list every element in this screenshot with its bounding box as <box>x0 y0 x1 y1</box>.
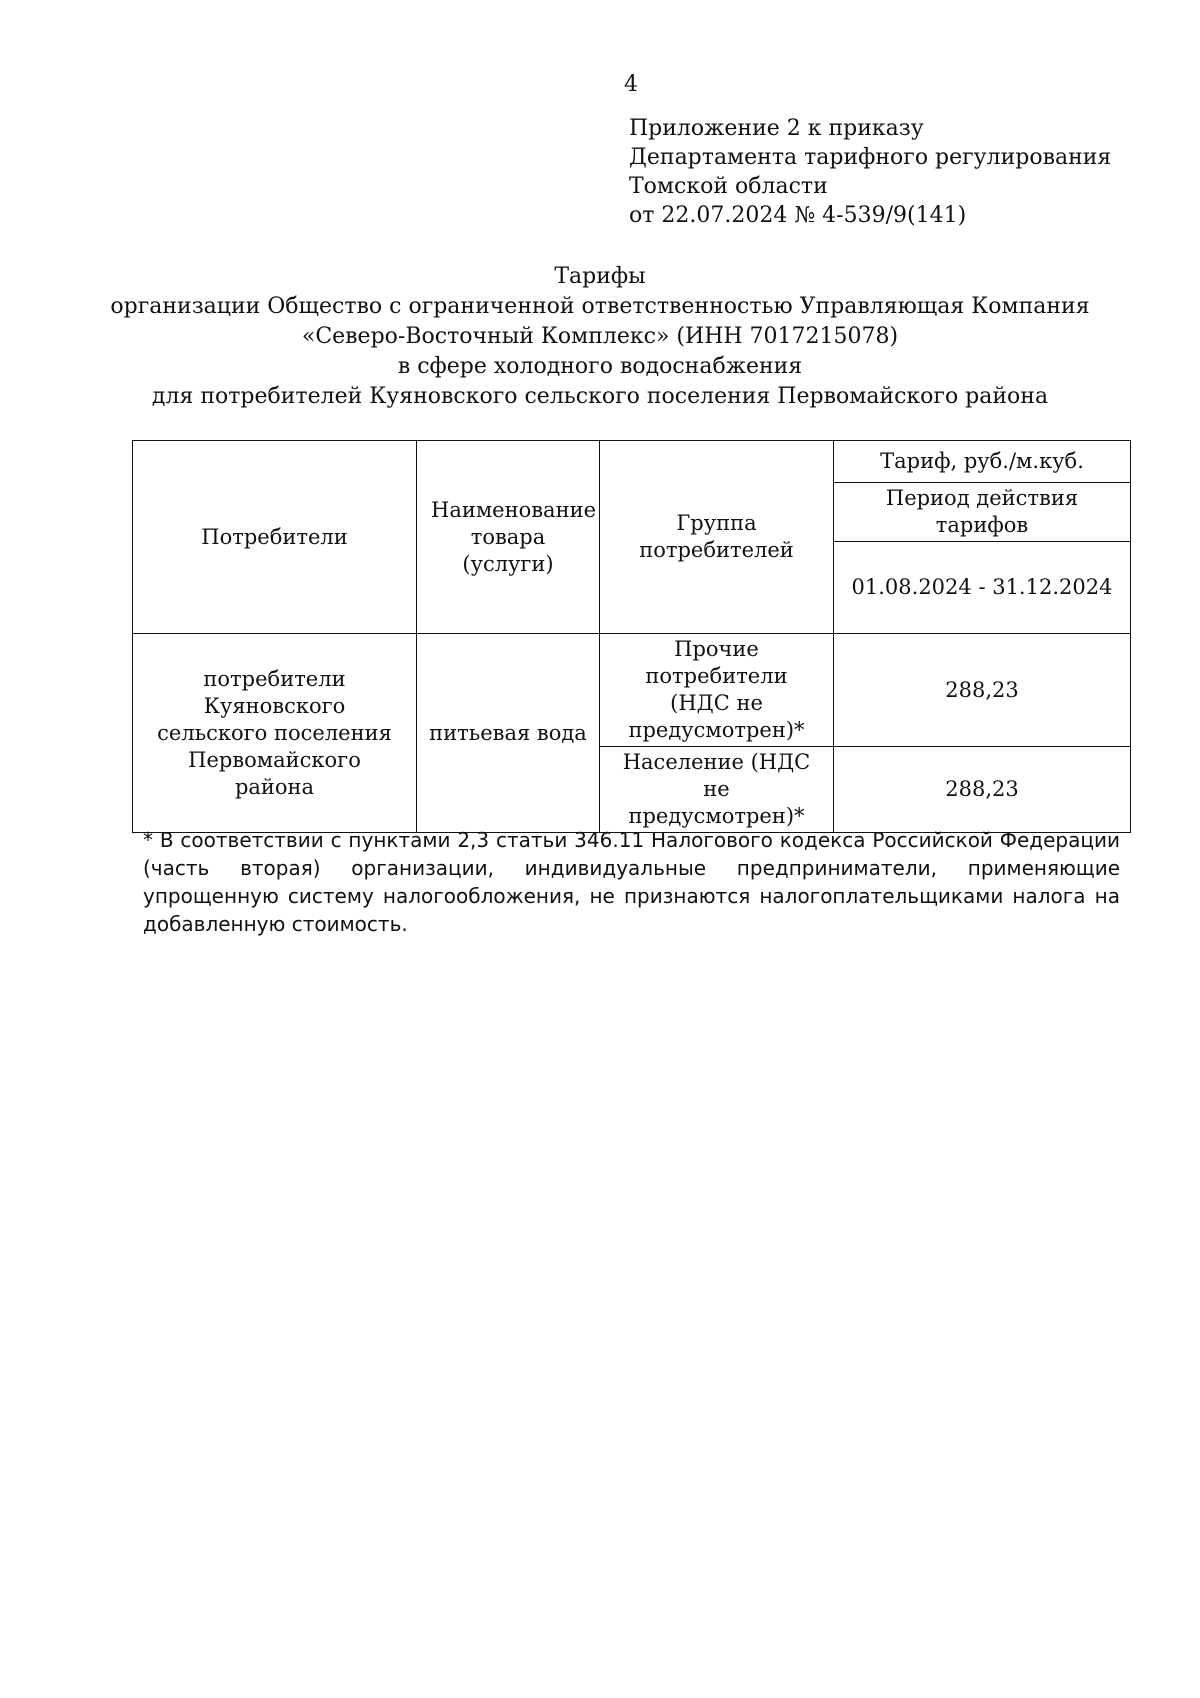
table-row <box>133 634 1131 747</box>
header-product: Наименование товара (услуги) <box>417 441 600 634</box>
footnote: * В соответствии с пунктами 2,3 статьи 346.11 Налогового кодекса Российской Федерации (часть вторая) организации, индивидуальные предприниматели, применяющие упрощенную систему налогообложения, не признаются налогоплательщиками налога на добавленную стоимость. <box>143 828 1120 936</box>
title-line: в сфере холодного водоснабжения <box>397 354 803 379</box>
table-header-row <box>133 441 1131 483</box>
header-group: Группа потребителей <box>600 441 834 634</box>
header-consumers: Потребители <box>133 441 417 634</box>
annex-line: Приложение 2 к приказу <box>629 116 924 141</box>
cell-group: Население (НДС не предусмотрен)* <box>600 747 834 833</box>
header-period: Период действия тарифов <box>834 483 1131 542</box>
header-tariff: Тариф, руб./м.куб. <box>834 441 1131 483</box>
title-line: «Северо-Восточный Комплекс» (ИНН 7017215078) <box>301 324 899 349</box>
title-line: организации Общество с ограниченной ответственностью Управляющая Компания <box>110 294 1090 319</box>
cell-tariff-value: 288,23 <box>834 747 1131 833</box>
document-title <box>0 262 1200 412</box>
page-number: 4 <box>624 72 638 97</box>
header-period-value: 01.08.2024 - 31.12.2024 <box>834 542 1131 634</box>
title-line: для потребителей Куяновского сельского поселения Первомайского района <box>151 384 1049 409</box>
annex-block <box>629 114 1111 230</box>
annex-line: от 22.07.2024 № 4-539/9(141) <box>629 203 967 228</box>
annex-line: Томской области <box>629 174 828 199</box>
cell-group: Прочие потребители (НДС не предусмотрен)* <box>600 634 834 747</box>
tariff-table <box>132 440 1131 833</box>
cell-tariff-value: 288,23 <box>834 634 1131 747</box>
annex-line: Департамента тарифного регулирования <box>629 145 1112 170</box>
title-line: Тарифы <box>554 264 646 289</box>
cell-product: питьевая вода <box>417 634 600 833</box>
cell-consumer: потребители Куяновского сельского поселения Первомайского района <box>133 634 417 833</box>
